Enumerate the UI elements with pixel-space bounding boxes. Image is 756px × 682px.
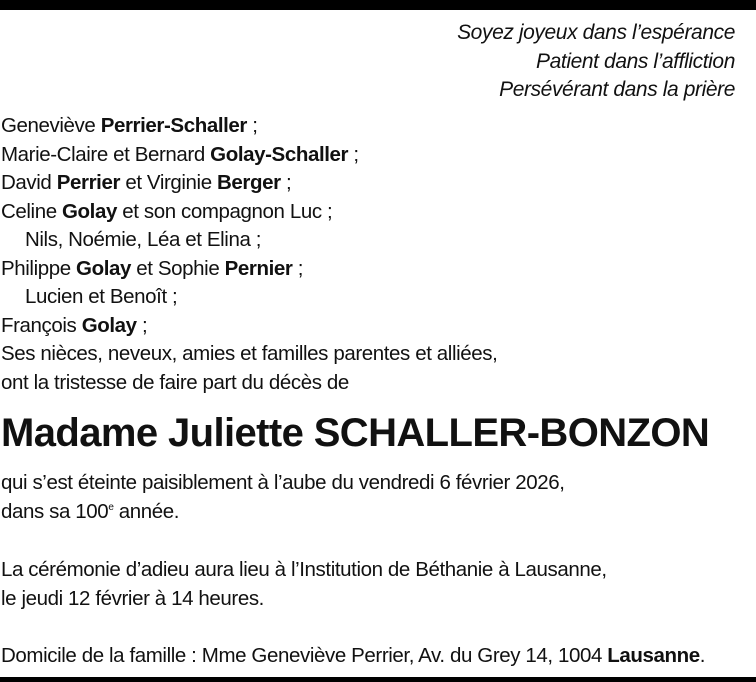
- deceased-name: Madame Juliette SCHALLER-BONZON: [1, 411, 710, 455]
- family-text: Ses nièces, neveux, amies et familles parentes et alliées,: [1, 342, 498, 365]
- family-surname: Perrier-Schaller: [100, 114, 248, 137]
- family-line: [1, 340, 741, 369]
- family-text: ;: [247, 114, 258, 137]
- verse-line: Persévérant dans la prière: [499, 78, 735, 101]
- family-line: [1, 312, 741, 341]
- family-surname: Berger: [217, 171, 281, 194]
- family-text: Geneviève: [1, 114, 101, 137]
- family-text: ont la tristesse de faire part du décès de: [1, 370, 349, 394]
- family-text: ;: [292, 256, 304, 280]
- ceremony-info: [1, 555, 753, 613]
- family-line: [1, 198, 741, 227]
- family-line: [1, 255, 741, 284]
- bottom-rule: [0, 677, 756, 682]
- epigraph-verse: [315, 19, 735, 105]
- age-superscript: e: [108, 502, 114, 513]
- family-text: François: [1, 313, 82, 337]
- domicile-text: Domicile de la famille : Mme Geneviève Perrier, Av. du Grey 14, 1004: [1, 644, 608, 667]
- family-text: et son compagnon Luc ;: [116, 199, 333, 223]
- family-line: [1, 112, 741, 141]
- verse-line: Patient dans l’affliction: [536, 49, 735, 73]
- age-text: dans sa 100: [1, 500, 109, 523]
- death-announcement: [1, 468, 753, 526]
- family-line: [1, 169, 741, 198]
- family-text: Marie-Claire et Bernard: [1, 142, 211, 166]
- domicile-city: Lausanne: [607, 644, 700, 667]
- family-surname: Golay: [62, 199, 117, 223]
- death-line: qui s’est éteinte paisiblement à l’aube du vendredi 6 février 2026,: [1, 471, 565, 494]
- family-text: et Sophie: [131, 256, 225, 280]
- top-rule: [0, 0, 756, 10]
- age-line: [1, 497, 753, 526]
- family-line: [1, 283, 741, 312]
- family-text: Lucien et Benoît ;: [25, 285, 178, 308]
- family-text: Celine: [1, 199, 63, 223]
- family-text: Philippe: [1, 256, 77, 280]
- family-text: ;: [136, 313, 148, 337]
- family-text: David: [1, 171, 57, 194]
- ceremony-line: La cérémonie d’adieu aura lieu à l’Institution de Béthanie à Lausanne,: [1, 558, 607, 581]
- family-text: Nils, Noémie, Léa et Elina ;: [25, 228, 262, 251]
- domicile-end: .: [699, 644, 706, 667]
- family-surname: Golay: [81, 313, 137, 337]
- family-list: [1, 112, 741, 397]
- ceremony-date-line: le jeudi 12 février à 14 heures.: [1, 587, 264, 610]
- domicile-info: [1, 641, 753, 670]
- family-surname: Perrier: [56, 171, 121, 194]
- family-surname: Pernier: [224, 256, 293, 280]
- family-text: ;: [348, 142, 359, 166]
- family-surname: Golay-Schaller: [210, 142, 349, 166]
- family-line: [1, 226, 741, 255]
- verse-line: Soyez joyeux dans l’espérance: [457, 21, 735, 44]
- domicile-line: [1, 641, 753, 670]
- family-text: ;: [280, 171, 292, 194]
- family-line: [1, 369, 741, 398]
- age-suffix: année.: [113, 500, 180, 523]
- family-surname: Golay: [76, 256, 132, 280]
- family-text: et Virginie: [120, 171, 218, 194]
- family-line: [1, 141, 741, 170]
